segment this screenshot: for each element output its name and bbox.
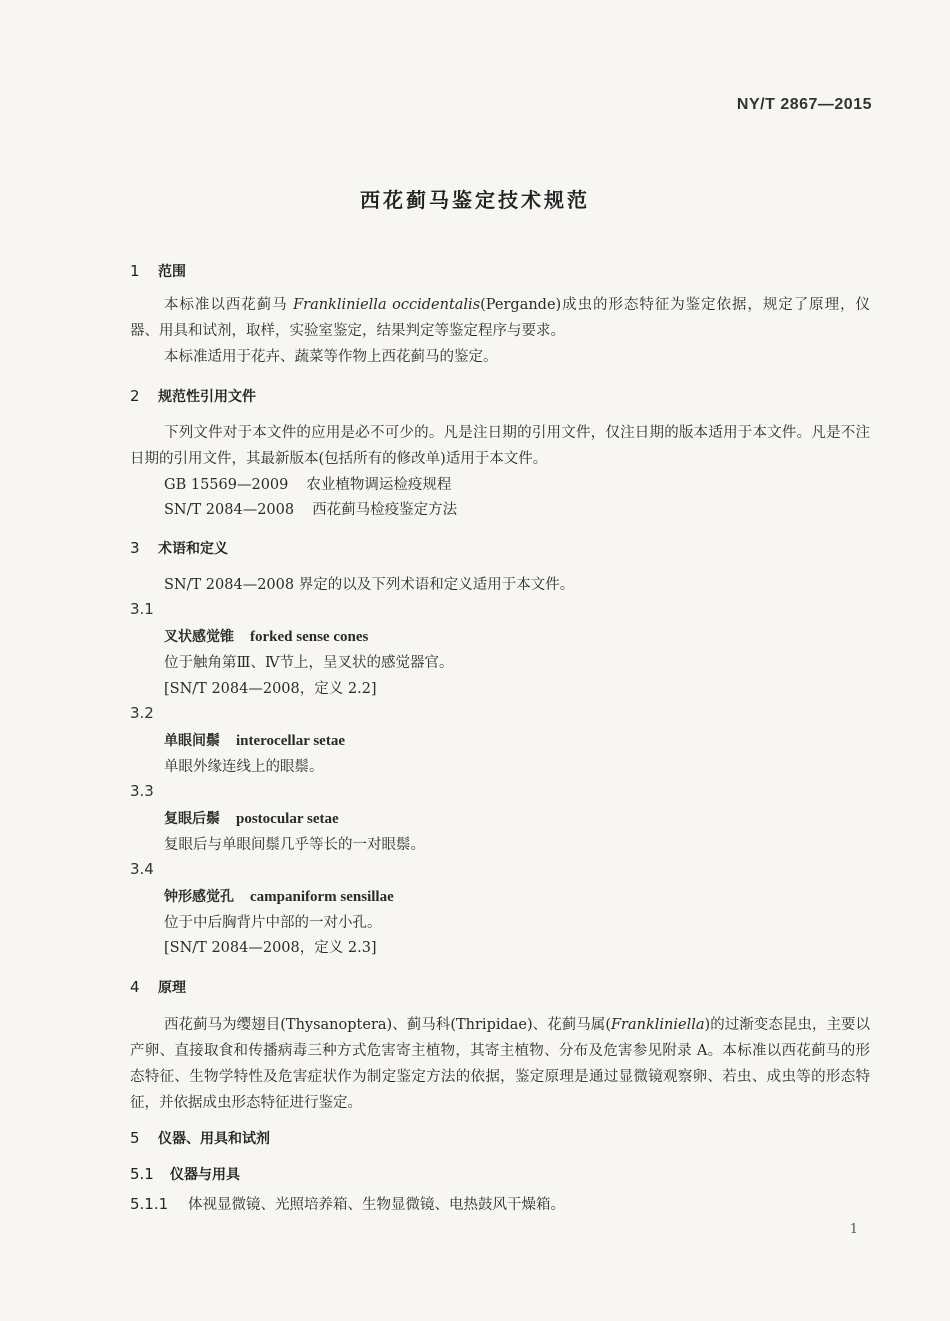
genus-name: Frankliniella — [611, 1017, 705, 1033]
page-title: 西花蓟马鉴定技术规范 — [360, 188, 590, 212]
term-heading: 叉状感觉锥 forked sense cones — [164, 629, 369, 645]
section-3-heading: 3 术语和定义 — [130, 539, 228, 557]
term-source: [SN/T 2084—2008，定义 2.2] — [164, 681, 377, 697]
reference-item: SN/T 2084—2008 西花蓟马检疫鉴定方法 — [164, 502, 458, 518]
term-definition: 位于触角第Ⅲ、Ⅳ节上，呈叉状的感觉器官。 — [164, 655, 454, 671]
standard-code: NY/T 2867—2015 — [736, 96, 872, 113]
term-definition: 单眼外缘连线上的眼鬃。 — [164, 759, 324, 775]
term-heading: 复眼后鬃 postocular setae — [164, 811, 339, 827]
term-heading: 单眼间鬃 interocellar setae — [164, 733, 345, 749]
term-definition: 位于中后胸背片中部的一对小孔。 — [164, 915, 382, 931]
term-source: [SN/T 2084—2008，定义 2.3] — [164, 940, 377, 956]
page-number: 1 — [849, 1222, 858, 1237]
subsection-5-1-heading: 5.1 仪器与用具 — [130, 1165, 240, 1183]
term-number: 3.3 — [130, 782, 154, 800]
item-5-1-1: 5.1.1 体视显微镜、光照培养箱、生物显微镜、电热鼓风干燥箱。 — [130, 1195, 565, 1213]
term-definition: 复眼后与单眼间鬃几乎等长的一对眼鬃。 — [164, 837, 425, 853]
section-4-heading: 4 原理 — [130, 978, 186, 996]
section-5-heading: 5 仪器、用具和试剂 — [130, 1129, 270, 1147]
section-2-heading: 2 规范性引用文件 — [130, 387, 256, 405]
term-number: 3.1 — [130, 600, 154, 618]
section-3-intro: SN/T 2084—2008 界定的以及下列术语和定义适用于本文件。 — [164, 577, 575, 593]
reference-item: GB 15569—2009 农业植物调运检疫规程 — [164, 477, 452, 493]
section-2-paragraph: 下列文件对于本文件的应用是必不可少的。凡是注日期的引用文件，仅注日期的版本适用于本文件。凡是不注日期的引用文件，其最新版本(包括所有的修改单)适用于本文件。 — [130, 425, 870, 467]
species-name: Frankliniella occidentalis — [293, 297, 481, 313]
term-number: 3.4 — [130, 860, 154, 878]
term-number: 3.2 — [130, 704, 154, 722]
section-4-paragraph: 西花蓟马为缨翅目(Thysanoptera)、蓟马科(Thripidae)、花蓟马属(Frankliniella)的过渐变态昆虫，主要以产卵、直接取食和传播病毒三种方式危害寄主植物，其寄主植物、分布及危害参见附录 A。本标准以西花蓟马的形态特征、生物学特性及危害症状作为制定鉴定方法的依据，鉴定原理是通过显微镜观察卵、若虫、成虫等的形态特征，并依据成虫形态特征进行鉴定。 — [130, 1017, 871, 1111]
section-1-scope-paragraph: 本标准适用于花卉、蔬菜等作物上西花蓟马的鉴定。 — [164, 349, 498, 365]
term-heading: 钟形感觉孔 campaniform sensillae — [164, 889, 394, 905]
section-1-paragraph: 本标准以西花蓟马 Frankliniella occidentalis(Pergande)成虫的形态特征为鉴定依据，规定了原理，仪器、用具和试剂，取样，实验室鉴定，结果判定等鉴定程序与要求。 — [130, 297, 871, 339]
section-1-heading: 1 范围 — [130, 262, 186, 280]
